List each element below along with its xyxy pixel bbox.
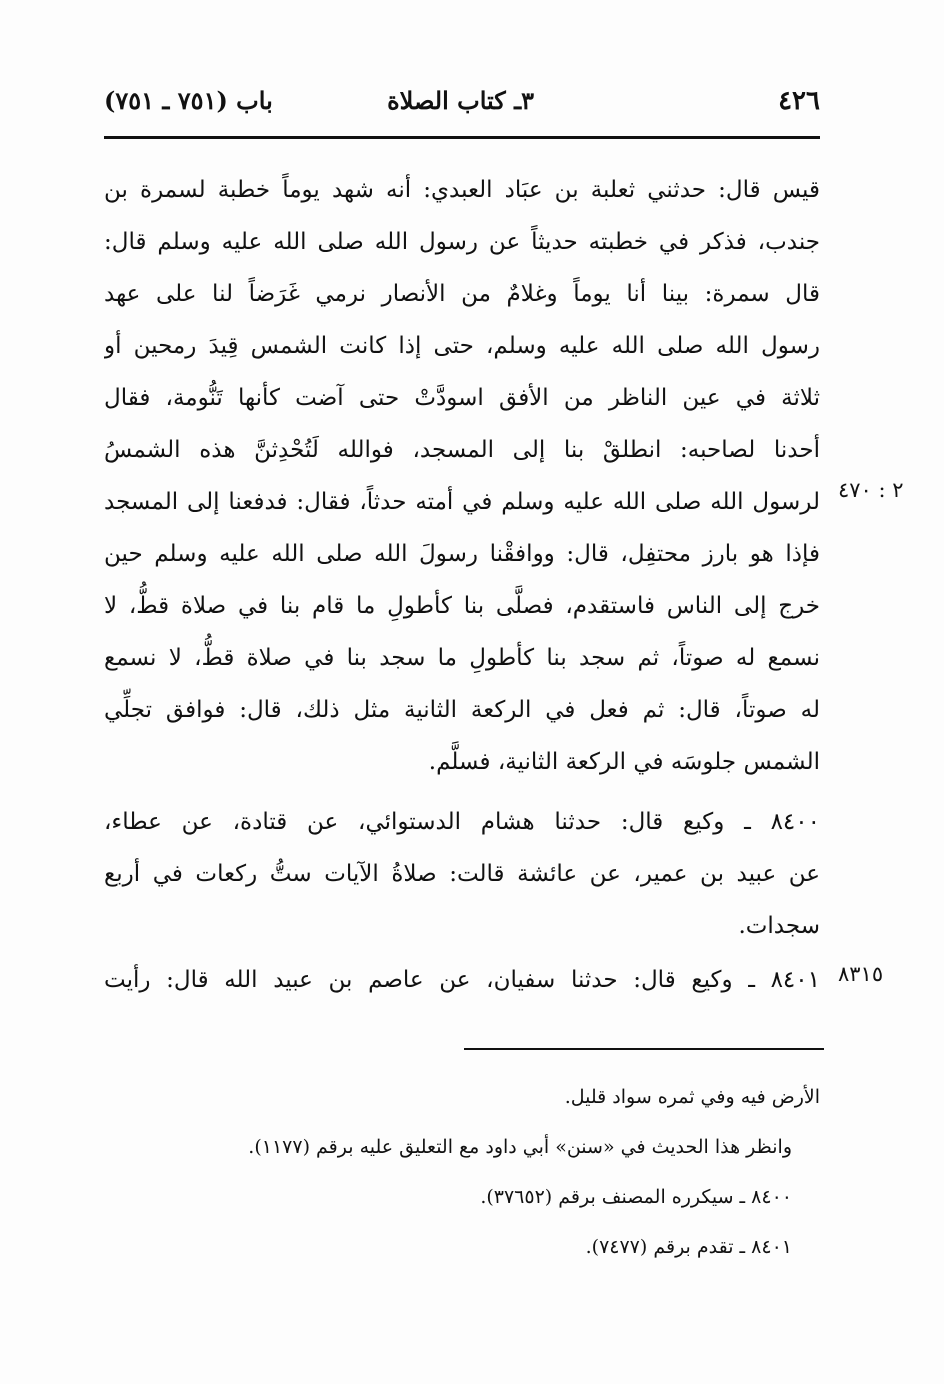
margin-reference: ٢ : ٤٧٠ xyxy=(838,478,904,502)
hadith-paragraph xyxy=(104,796,820,952)
margin-reference: ٨٣١٥ xyxy=(838,962,884,986)
hadith-paragraph xyxy=(104,164,820,788)
running-header xyxy=(104,82,820,128)
text-line: رسول الله صلى الله عليه وسلم، حتى إذا كانت الشمس قِيدَ رمحين أو xyxy=(104,333,820,359)
footnote-line: وانظر هذا الحديث في «سنن» أبي داود مع التعليق عليه برقم (١١٧٧). xyxy=(248,1136,792,1158)
text-line: ٨٤٠٠ ـ وكيع قال: حدثنا هشام الدستوائي، عن قتادة، عن عطاء، xyxy=(104,809,820,835)
book-title: ٣ـ كتاب الصلاة xyxy=(387,86,534,115)
text-line: جندب، فذكر في خطبته حديثاً عن رسول الله صلى الله عليه وسلم قال: xyxy=(104,229,820,255)
text-line: الشمس جلوسَه في الركعة الثانية، فسلَّم. xyxy=(428,749,820,775)
text-line: له صوتاً، قال: ثم فعل في الركعة الثانية مثل ذلك، قال: فوافق تجلِّي xyxy=(104,697,820,723)
text-line: سجدات. xyxy=(738,913,820,939)
footnote-line: ٨٤٠١ ـ تقدم برقم (٧٤٧٧). xyxy=(585,1236,792,1258)
footnote-line: ٨٤٠٠ ـ سيكرره المصنف برقم (٣٧٦٥٢). xyxy=(480,1186,792,1208)
page-number: ٤٢٦ xyxy=(778,86,820,116)
text-line: عن عبيد بن عمير، عن عائشة قالت: صلاةُ الآيات ستُّ ركعات في أربع xyxy=(104,861,820,887)
chapter-title: باب (٧٥١ ـ ٧٥١) xyxy=(104,86,273,115)
footnote-line: الأرض فيه وفي ثمره سواد قليل. xyxy=(564,1086,820,1108)
text-line: قيس قال: حدثني ثعلبة بن عبَاد العبدي: أنه شهد يوماً خطبة لسمرة بن xyxy=(104,177,820,203)
text-line: فإذا هو بارز محتفِل، قال: ووافقْنا رسولَ الله صلى الله عليه وسلم حين xyxy=(104,541,820,567)
text-line: أحدنا لصاحبه: انطلقْ بنا إلى المسجد، فوالله لَتُحْدِثنَّ هذه الشمسُ xyxy=(104,437,820,463)
text-line: لرسول الله صلى الله عليه وسلم في أمته حدثاً، فقال: فدفعنا إلى المسجد xyxy=(104,489,820,515)
text-line: ثلاثة في عين الناظر من الأفق اسودَّتْ حتى آضت كأنها تَنُّومة، فقال xyxy=(104,385,820,411)
hadith-paragraph xyxy=(104,954,820,1006)
text-line: نسمع له صوتاً، ثم سجد بنا كأطولِ ما سجد بنا في صلاة قطُّ، لا نسمع xyxy=(104,645,820,671)
footnotes xyxy=(104,1072,820,1272)
header-rule xyxy=(104,136,820,139)
text-line: ٨٤٠١ ـ وكيع قال: حدثنا سفيان، عن عاصم بن عبيد الله قال: رأيت xyxy=(104,967,820,993)
text-line: خرج إلى الناس فاستقدم، فصلَّى بنا كأطولِ ما قام بنا في صلاة قطُّ، لا xyxy=(104,593,820,619)
footnote-rule xyxy=(464,1048,824,1050)
text-line: قال سمرة: بينا أنا يوماً وغلامٌ من الأنصار نرمي غَرَضاً لنا على عهد xyxy=(104,281,820,307)
